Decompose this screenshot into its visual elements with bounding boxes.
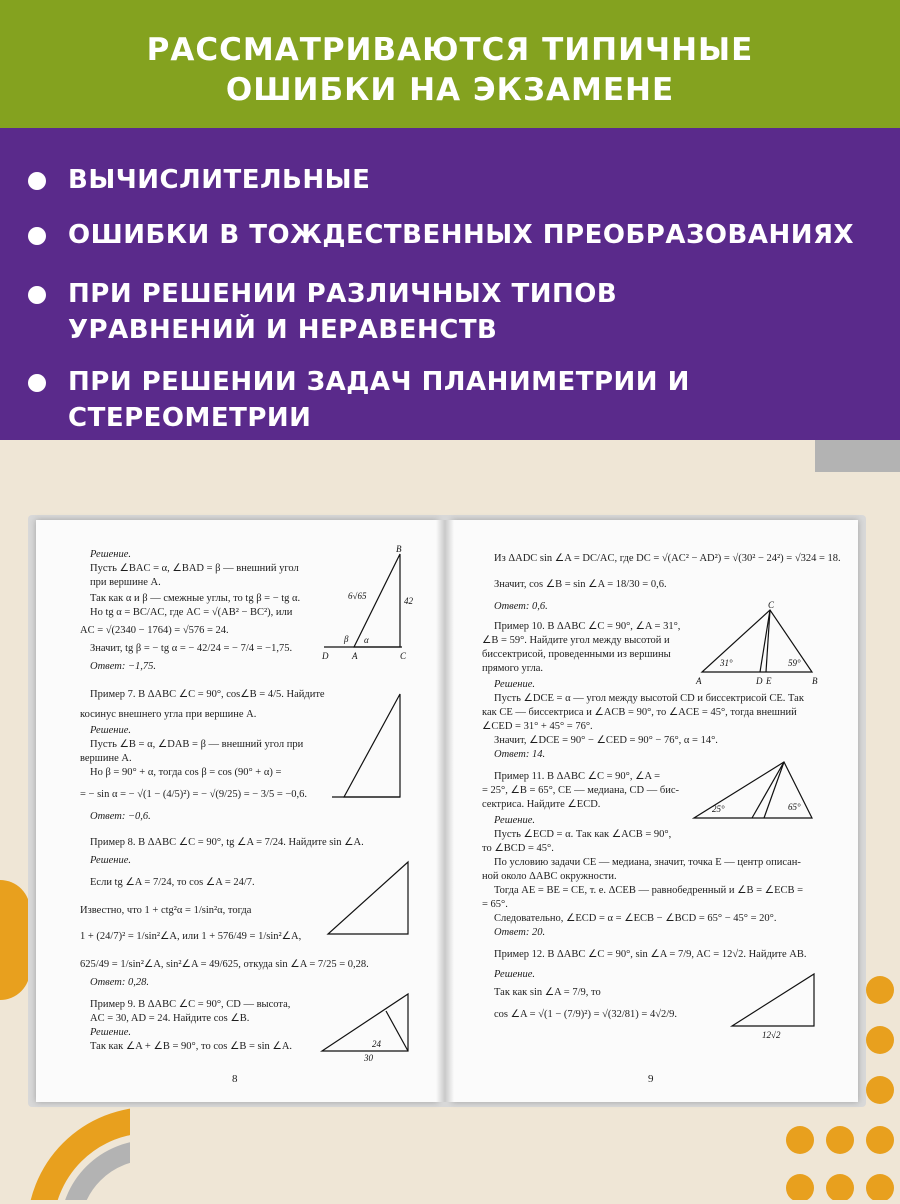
text-line: 1 + (24/7)² = 1/sin²∠A, или 1 + 576/49 = 1/sin²∠A, <box>80 931 302 942</box>
figure-label: β <box>344 634 349 644</box>
text-line: Пусть ∠DCE = α — угол между высотой CD и биссектрисой CE. Так <box>494 693 804 704</box>
bullet-item-4 <box>28 364 900 436</box>
figure-label: B <box>812 676 818 686</box>
right-page-figures <box>692 600 852 1060</box>
header-banner <box>0 0 900 128</box>
page-number: 8 <box>232 1073 238 1085</box>
bullet-dot-icon <box>28 172 46 190</box>
text-line: Пусть ∠B = α, ∠DAB = β — внешний угол при <box>90 739 304 750</box>
text-line: Пример 7. В ΔABC ∠C = 90°, cos∠B = 4/5. Найдите <box>90 689 325 700</box>
bullet-dot-icon <box>28 227 46 245</box>
figure-label: D <box>322 651 329 661</box>
figure-label: E <box>766 676 772 686</box>
text-line: при вершине A. <box>90 577 161 588</box>
figure-label: A <box>352 651 358 661</box>
text-line: Значит, ∠DCE = 90° − ∠CED = 90° − 76°, α = 14°. <box>494 735 718 746</box>
header-title-line-1: РАССМАТРИВАЮТСЯ ТИПИЧНЫЕ <box>146 32 754 68</box>
text-line: 625/49 = 1/sin²∠A, sin²∠A = 49/625, откуда sin ∠A = 7/25 = 0,28. <box>80 959 369 970</box>
bullet-text: ВЫЧИСЛИТЕЛЬНЫЕ <box>68 165 371 195</box>
text-line: сектриса. Найдите ∠ECD. <box>482 799 601 810</box>
text-line: Значит, cos ∠B = sin ∠A = 18/30 = 0,6. <box>494 579 667 590</box>
text-line: ной около ΔABC окружности. <box>482 871 617 882</box>
figure-label: D <box>756 676 763 686</box>
figure-label: 24 <box>372 1039 381 1049</box>
figure-label: 12√2 <box>762 1030 781 1040</box>
text-line: как CE — биссектриса и ∠ACB = 90°, то ∠ACE = 45°, тогда внешний <box>482 707 797 718</box>
text-line: Решение. <box>494 969 536 980</box>
text-line: биссектрисой, проведенными из вершины <box>482 649 671 660</box>
text-line: Пример 12. В ΔABC ∠C = 90°, sin ∠A = 7/9, AC = 12√2. Найдите AB. <box>494 949 807 960</box>
header-title-line-2: ОШИБКИ НА ЭКЗАМЕНЕ <box>225 72 675 108</box>
bullet-dot-icon <box>28 286 46 304</box>
text-line: По условию задачи CE — медиана, значит, точка E — центр описан- <box>494 857 801 868</box>
orange-halfcircle-decoration <box>0 880 30 1000</box>
text-line: ∠B = 59°. Найдите угол между высотой и <box>482 635 670 646</box>
text-line: Решение. <box>90 855 132 866</box>
feature-list-band <box>0 128 900 440</box>
text-line: Решение. <box>494 679 536 690</box>
left-page <box>36 520 438 1102</box>
figure-label: 25° <box>712 804 725 814</box>
right-page <box>452 520 858 1102</box>
figure-label: C <box>400 651 407 661</box>
text-line: Ответ: 0,6. <box>494 601 548 612</box>
figure-label: 31° <box>720 658 733 668</box>
text-line: Если tg ∠A = 7/24, то cos ∠A = 24/7. <box>90 877 255 888</box>
text-line: Ответ: −0,6. <box>90 811 151 822</box>
text-line: Пример 11. В ΔABC ∠C = 90°, ∠A = <box>494 771 661 782</box>
text-line: Так как ∠A + ∠B = 90°, то cos ∠B = sin ∠A. <box>90 1041 293 1052</box>
left-page-figures <box>316 544 426 1084</box>
bullet-item-1 <box>28 162 370 198</box>
bullet-text: ОШИБКИ В ТОЖДЕСТВЕННЫХ ПРЕОБРАЗОВАНИЯХ <box>68 220 855 250</box>
text-line: Но β = 90° + α, тогда cos β = cos (90° + α) = <box>90 767 282 778</box>
text-line: = − sin α = − √(1 − (4/5)²) = − √(9/25) = − 3/5 = −0,6. <box>80 789 308 800</box>
text-line: AC = 30, AD = 24. Найдите cos ∠B. <box>90 1013 250 1024</box>
text-line: Так как α и β — смежные углы, то tg β = − tg α. <box>90 593 301 604</box>
figure-label: B <box>396 544 402 554</box>
text-line: Пример 8. В ΔABC ∠C = 90°, tg ∠A = 7/24. Найдите sin ∠A. <box>90 837 364 848</box>
text-line: Значит, tg β = − tg α = − 42/24 = − 7/4 = −1,75. <box>90 643 293 654</box>
text-line: = 25°, ∠B = 65°, CE — медиана, CD — бис- <box>482 785 679 796</box>
text-line: Тогда AE = BE = CE, т. е. ΔCEB — равнобедренный и ∠B = ∠ECB = <box>494 885 804 896</box>
text-line: Решение. <box>90 725 132 736</box>
bullet-text: ПРИ РЕШЕНИИ РАЗЛИЧНЫХ ТИПОВ <box>68 279 618 309</box>
text-line: Известно, что 1 + ctg²α = 1/sin²α, тогда <box>80 905 252 916</box>
text-line: Пусть ∠BAC = α, ∠BAD = β — внешний угол <box>90 563 299 574</box>
text-line: Ответ: 0,28. <box>90 977 149 988</box>
figure-label: 42 <box>404 596 413 606</box>
text-line: то ∠BCD = 45°. <box>482 843 554 854</box>
figure-label: 65° <box>788 802 801 812</box>
text-line: прямого угла. <box>482 663 544 674</box>
bullet-text: ПРИ РЕШЕНИИ ЗАДАЧ ПЛАНИМЕТРИИ И СТЕРЕОМЕТРИИ <box>68 367 690 433</box>
text-line: Но tg α = BC/AC, где AC = √(AB² − BC²), или <box>90 607 293 618</box>
text-line: Так как sin ∠A = 7/9, то <box>494 987 601 998</box>
figure-label: 59° <box>788 658 801 668</box>
text-line: Из ΔADC sin ∠A = DC/AC, где DC = √(AC² − AD²) = √(30² − 24²) = √324 = 18. <box>494 553 841 564</box>
text-line: Следовательно, ∠ECD = α = ∠ECB − ∠BCD = 65° − 45° = 20°. <box>494 913 777 924</box>
text-line: Пусть ∠ECD = α. Так как ∠ACB = 90°, <box>494 829 672 840</box>
text-line: = 65°. <box>482 899 508 910</box>
text-line: косинус внешнего угла при вершине A. <box>80 709 257 720</box>
text-line: Решение. <box>90 549 132 560</box>
bullet-text-line-2: УРАВНЕНИЙ И НЕРАВЕНСТВ <box>68 315 498 345</box>
text-line: Пример 9. В ΔABC ∠C = 90°, CD — высота, <box>90 999 291 1010</box>
bullet-dot-icon <box>28 374 46 392</box>
figure-label: 30 <box>364 1053 373 1063</box>
figure-label: 6√65 <box>348 591 367 601</box>
text-line: Ответ: −1,75. <box>90 661 157 672</box>
book-gutter <box>436 520 454 1102</box>
figure-label: C <box>768 600 775 610</box>
text-line: AC = √(2340 − 1764) = √576 = 24. <box>80 625 229 636</box>
text-line: Ответ: 14. <box>494 749 546 760</box>
text-line: ∠CED = 31° + 45° = 76°. <box>482 721 593 732</box>
text-line: вершине A. <box>80 753 132 764</box>
text-line: cos ∠A = √(1 − (7/9)²) = √(32/81) = 4√2/9. <box>494 1009 678 1020</box>
text-line: Решение. <box>90 1027 132 1038</box>
bullet-item-2 <box>28 217 854 253</box>
figure-label: A <box>696 676 702 686</box>
page-number: 9 <box>648 1073 654 1085</box>
text-line: Пример 10. В ΔABC ∠C = 90°, ∠A = 31°, <box>494 621 681 632</box>
bullet-item-3 <box>28 276 617 348</box>
figure-label: α <box>364 635 369 645</box>
text-line: Ответ: 20. <box>494 927 546 938</box>
text-line: Решение. <box>494 815 536 826</box>
grey-stripe-decoration <box>815 440 900 472</box>
